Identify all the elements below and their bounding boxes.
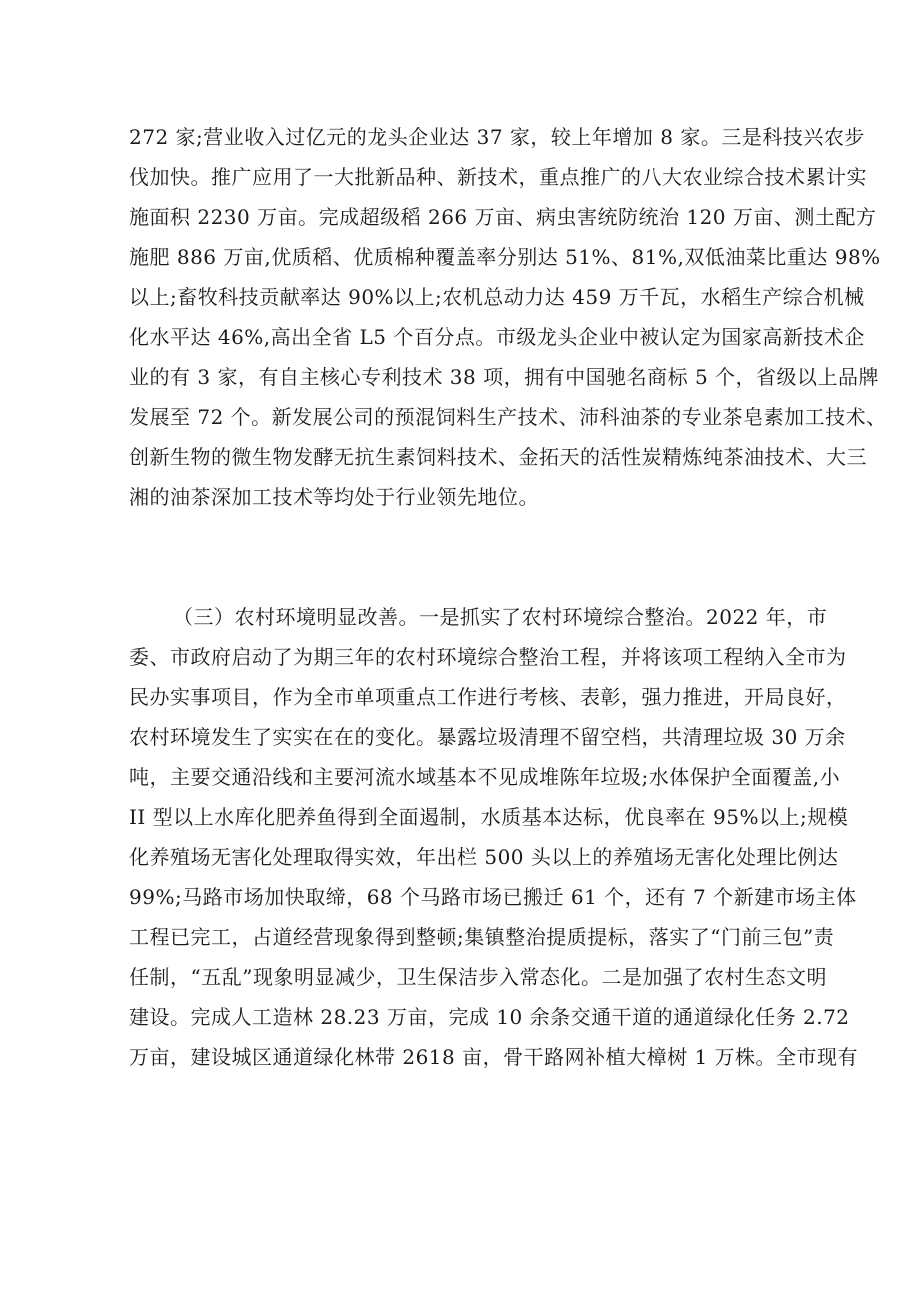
text-line: 化水平达 46%,高出全省 L5 个百分点。市级龙头企业中被认定为国家高新技术企 xyxy=(129,325,865,349)
text-line: 以上;畜牧科技贡献率达 90%以上;农机总动力达 459 万千瓦，水稻生产综合机械 xyxy=(129,285,865,309)
text-line: 吨，主要交通沿线和主要河流水域基本不见成堆陈年垃圾;水体保护全面覆盖,小 xyxy=(129,765,841,789)
text-line: 施面积 2230 万亩。完成超级稻 266 万亩、病虫害统防统治 120 万亩、测土配方 xyxy=(129,205,877,229)
text-line: 农村环境发生了实实在在的变化。暴露垃圾清理不留空档，共清理垃圾 30 万余 xyxy=(129,725,846,749)
text-line: 任制，“五乱”现象明显减少，卫生保洁步入常态化。二是加强了农村生态文明 xyxy=(129,965,827,989)
text-line: 化养殖场无害化处理取得实效，年出栏 500 头以上的养殖场无害化处理比例达 xyxy=(129,845,839,869)
paragraph-rural-environment xyxy=(129,597,859,1077)
text-line: 创新生物的微生物发酵无抗生素饲料技术、金拓天的活性炭精炼纯茶油技术、大三 xyxy=(129,445,867,469)
text-line: 委、市政府启动了为期三年的农村环境综合整治工程，并将该项工程纳入全市为 xyxy=(129,645,847,669)
text-line: 伐加快。推广应用了一大批新品种、新技术，重点推广的八大农业综合技术累计实 xyxy=(129,165,867,189)
text-line: 万亩，建设城区通道绿化林带 2618 亩，骨干路网补植大樟树 1 万株。全市现有 xyxy=(129,1045,859,1069)
text-line: 建设。完成人工造林 28.23 万亩，完成 10 余条交通干道的通道绿化任务 2.72 xyxy=(129,1005,850,1029)
text-line: 施肥 886 万亩,优质稻、优质棉种覆盖率分别达 51%、81%,双低油菜比重达 98% xyxy=(129,245,881,269)
text-line: 工程已完工，占道经营现象得到整顿;集镇整治提质提标，落实了“门前三包”责 xyxy=(129,925,835,949)
text-line: 发展至 72 个。新发展公司的预混饲料生产技术、沛科油茶的专业茶皂素加工技术、 xyxy=(129,405,887,429)
text-line: 湘的油茶深加工技术等均处于行业领先地位。 xyxy=(129,485,539,509)
text-line: II 型以上水库化肥养鱼得到全面遏制，水质基本达标，优良率在 95%以上;规模 xyxy=(129,805,849,829)
text-line: （三）农村环境明显改善。一是抓实了农村环境综合整治。2022 年，市 xyxy=(173,605,828,629)
text-line: 99%;马路市场加快取缔，68 个马路市场已搬迁 61 个，还有 7 个新建市场主体 xyxy=(129,885,857,909)
text-line: 272 家;营业收入过亿元的龙头企业达 37 家，较上年增加 8 家。三是科技兴农步 xyxy=(129,125,865,149)
paragraph-agriculture-tech xyxy=(129,117,887,517)
text-line: 民办实事项目，作为全市单项重点工作进行考核、表彰，强力推进，开局良好， xyxy=(129,685,847,709)
text-line: 业的有 3 家，有自主核心专利技术 38 项，拥有中国驰名商标 5 个，省级以上品牌 xyxy=(129,365,880,389)
